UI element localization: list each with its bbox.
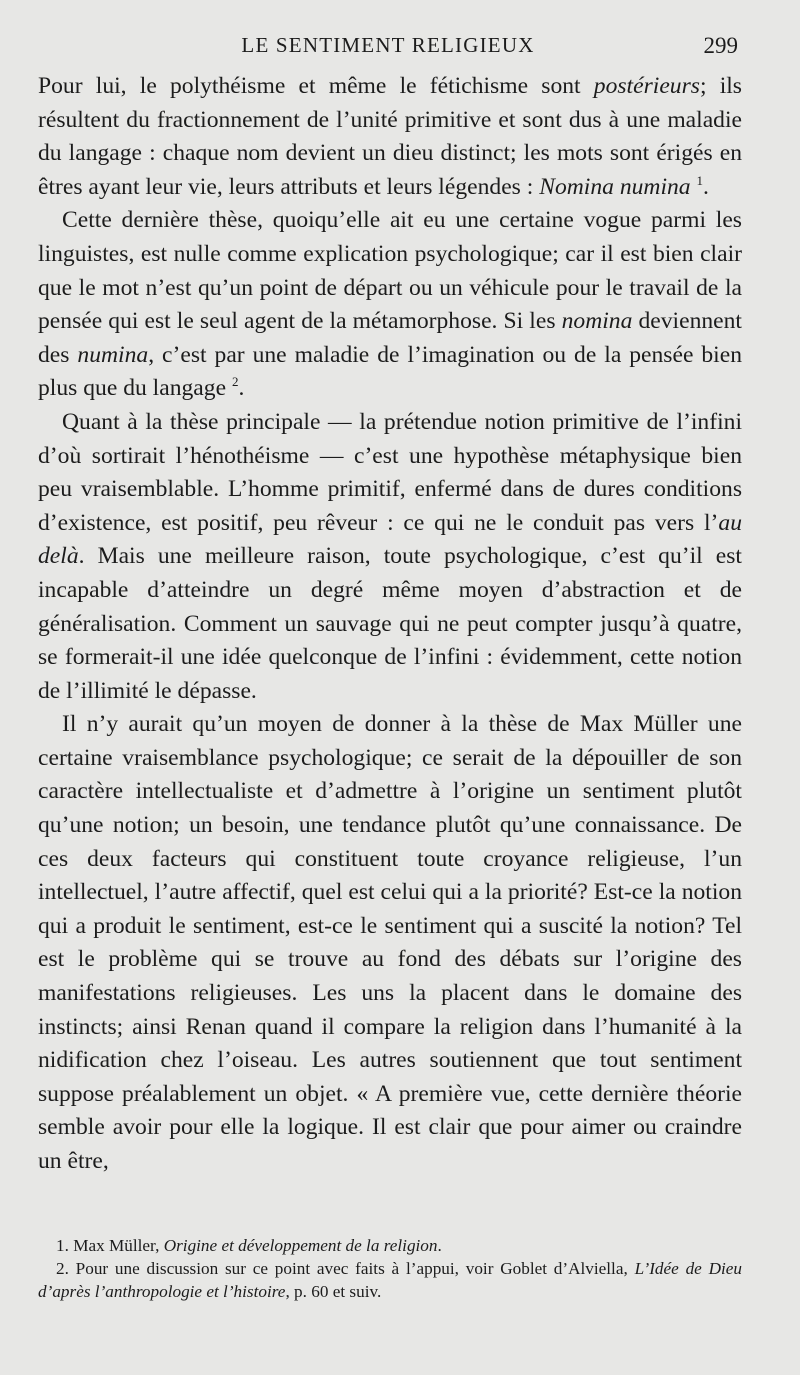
paragraph-2-end: . (238, 375, 245, 402)
footnote-ref-1[interactable]: 1 (696, 172, 704, 188)
footnote-1-text-b: . (437, 1236, 442, 1255)
body-text (38, 70, 742, 1179)
paragraph-1 (38, 70, 742, 204)
paragraph-2-italic-b: numina (77, 341, 149, 368)
footnote-1 (38, 1234, 742, 1257)
paragraph-3-text-b: . Mais une meilleure raison, toute psychologique, c’est qu’il est incapable d’atteindre un degré même moyen d’abstraction et de généralisation. Comment un sauvage qui ne peut compter jusqu’à quatre, se formerait-il une idée quelconque de l’infini : évidemment, cette notion de l’illimité le dépasse. (38, 543, 742, 704)
paragraph-2-text-c: , c’est par une maladie de l’imagination ou de la pensée bien plus que du langage (38, 341, 742, 402)
paragraph-1-italic-b: Nomina numina (539, 173, 691, 200)
paragraph-4: Il n’y aurait qu’un moyen de donner à la thèse de Max Müller une certaine vraisemblance psychologique; ce serait de la dépouiller de son caractère intellectualiste et d’admettre à l’origine un sentiment plutôt qu’une notion; un besoin, une tendance plutôt qu’une connaissance. De ces deux facteurs qui constituent toute croyance religieuse, l’un intellectuel, l’autre affectif, quel est celui qui a la priorité? Est-ce la notion qui a produit le sentiment, est-ce le sentiment qui a suscité la notion? Tel est le problème qui se trouve au fond des débats sur l’origine des manifestations religieuses. Les uns la placent dans le domaine des instincts; ainsi Renan quand il compare la religion dans l’humanité à la nidification chez l’oiseau. Les autres soutiennent que tout sentiment suppose préalablement un objet. « A première vue, cette dernière théorie semble avoir pour elle la logique. Il est clair que pour aimer ou craindre un être, (38, 711, 742, 1174)
running-title: LE SENTIMENT RELIGIEUX (241, 33, 535, 57)
paragraph-2-italic-a: nomina (561, 308, 633, 335)
footnote-1-text-a: 1. Max Müller, (56, 1236, 164, 1255)
paragraph-2-text-a: Cette dernière thèse, quoiqu’elle ait eu une certaine vogue parmi les linguistes, est nulle comme explication psychologique; car il est bien clair que le mot n’est qu’un point de départ ou un véhicule pour le travail de la pensée qui est le seul agent de la métamorphose. Si les (38, 207, 742, 335)
footnote-2-text-b: , p. 60 et suiv. (285, 1282, 382, 1301)
paragraph-1-text-b: ; ils résultent du fractionnement de l’unité primitive et sont dus à une maladie du langage : chaque nom devient un dieu distinct; les mots sont érigés en êtres ayant leur vie, leurs attributs et leurs légendes : (38, 73, 742, 200)
footnote-2-text-a: 2. Pour une discussion sur ce point avec faits à l’appui, voir Goblet d’Alviella, (56, 1259, 635, 1278)
paragraph-1-end: . (703, 173, 709, 200)
paragraph-2-text-b: deviennent des (38, 308, 742, 368)
footnote-1-italic: Origine et développement de la religion (163, 1236, 438, 1255)
paragraph-1-text-a: Pour lui, le polythéisme et même le fétichisme sont (38, 73, 594, 99)
paragraph-3-italic-a: au delà (38, 509, 742, 570)
paragraph-3-text-a: Quant à la thèse principale — la prétendue notion primitive de l’infini d’où sortirait l’hénothéisme — c’est une hypothèse métaphysique bien peu vraisemblable. L’homme primitif, enfermé dans de dures conditions d’existence, est positif, peu rêveur : ce qui ne le conduit pas vers l’ (38, 408, 742, 536)
paragraph-3 (38, 406, 742, 708)
footnotes (38, 1234, 742, 1303)
page-header (38, 33, 738, 63)
paragraph-2 (38, 204, 742, 406)
footnote-2 (38, 1257, 742, 1303)
paragraph-1-italic-a: postérieurs (593, 73, 700, 99)
page-number: 299 (703, 33, 738, 58)
footnote-ref-2[interactable]: 2 (231, 374, 239, 390)
footnote-2-italic: L’Idée de Dieu d’après l’anthropologie et l’histoire (38, 1259, 742, 1301)
